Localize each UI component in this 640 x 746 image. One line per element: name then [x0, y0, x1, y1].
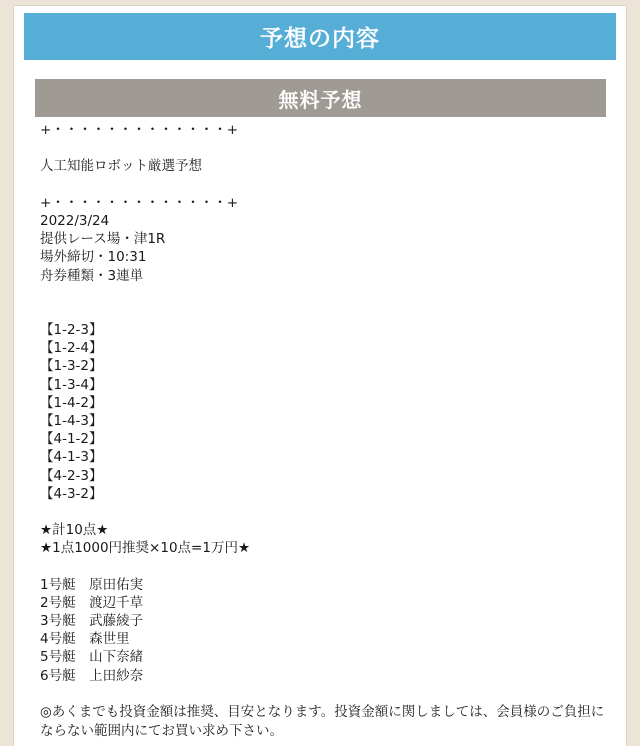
- combination-item: 【4-1-3】: [40, 449, 103, 466]
- content-panel: [14, 6, 626, 746]
- boat-racer: 6号艇 上田紗奈: [40, 667, 144, 684]
- race-venue: 提供レース場・津1R: [40, 231, 166, 248]
- investment-note: ◎あくまでも投資金額は推奨、目安となります。投資金額に関しましては、会員様のご負担にならない範囲内にてお買い求め下さい。: [40, 704, 605, 739]
- boat-list: [40, 576, 612, 685]
- spacer: [40, 503, 612, 521]
- spacer: [40, 176, 612, 194]
- spacer: [40, 685, 612, 703]
- section-title: 無料予想: [35, 79, 606, 117]
- bet-type: 舟券種類・3連単: [40, 267, 144, 284]
- boat-racer: 4号艇 森世里: [40, 631, 130, 648]
- stake-recommendation: ★1点1000円推奨×10点=1万円★: [40, 540, 251, 557]
- combination-item: 【4-3-2】: [40, 485, 103, 502]
- prediction-body: [40, 121, 612, 741]
- boat-racer: 5号艇 山下奈緒: [40, 649, 144, 666]
- combination-item: 【1-2-3】: [40, 322, 103, 339]
- spacer: [40, 139, 612, 157]
- total-points: ★計10点★: [40, 522, 109, 539]
- separator-top: +・・・・・・・・・・・・・+: [40, 122, 239, 138]
- combination-item: 【1-2-4】: [40, 340, 103, 357]
- combination-item: 【1-3-4】: [40, 376, 103, 393]
- separator-bottom: +・・・・・・・・・・・・・+: [40, 194, 239, 211]
- combination-item: 【4-2-3】: [40, 467, 103, 484]
- spacer: [40, 558, 612, 576]
- race-date: 2022/3/24: [40, 212, 110, 229]
- combination-list: [40, 321, 612, 503]
- page-title: 予想の内容: [24, 13, 616, 60]
- boat-racer: 3号艇 武藤綾子: [40, 613, 144, 630]
- race-deadline: 場外締切・10:31: [40, 249, 147, 266]
- spacer: [40, 285, 612, 303]
- prediction-name: 人工知能ロボット厳選予想: [40, 158, 202, 175]
- spacer: [40, 303, 612, 321]
- boat-racer: 1号艇 原田佑実: [40, 576, 144, 593]
- combination-item: 【1-3-2】: [40, 358, 103, 375]
- boat-racer: 2号艇 渡辺千草: [40, 594, 144, 611]
- combination-item: 【1-4-2】: [40, 394, 103, 411]
- combination-item: 【4-1-2】: [40, 431, 103, 448]
- combination-item: 【1-4-3】: [40, 413, 103, 429]
